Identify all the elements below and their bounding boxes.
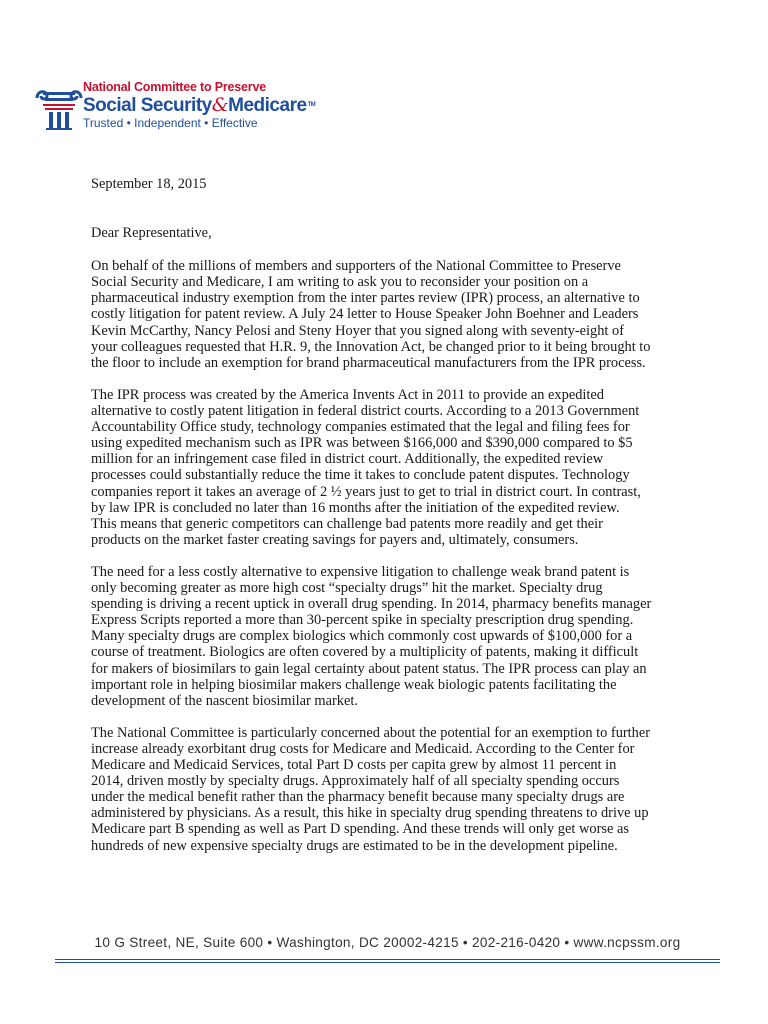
organization-name (83, 80, 353, 130)
org-name-medicare: Medicare (228, 95, 307, 116)
org-name-line1: National Committee to Preserve (83, 80, 266, 94)
org-tagline: Trusted • Independent • Effective (83, 116, 258, 130)
organization-logo (33, 80, 353, 136)
letter-greeting: Dear Representative, (91, 225, 212, 242)
paragraph-3: The need for a less costly alternative to expensive litigation to challenge weak brand patent is only becoming greater as more high cost “specialty drugs” hit the market. Specialty drug spending is driving a recent uptick in overall drug spending. In 2014, pharmacy benefits manager Express Scripts reported a more than 30-percent spike in specialty prescription drug spending. Many specialty drugs are complex biologics which commonly cost upwards of $100,000 for a course of treatment. Biologics are often covered by a multiplicity of patents, making it difficult for makers of biosimilars to gain legal certainty about patent status. The IPR process can play an important role in helping biosimilar makers challenge weak biologic patents facilitating the development of the nascent biosimilar market. (91, 563, 652, 709)
org-name-ampersand: & (211, 94, 229, 116)
letterhead-footer (55, 935, 720, 963)
org-name-line2 (83, 95, 353, 116)
letter-date: September 18, 2015 (91, 176, 207, 192)
paragraph-4: The National Committee is particularly concerned about the potential for an exemption to further increase already exorbitant drug costs for Medicare and Medicaid. According to the Center for Medicare and Medicaid Services, total Part D costs per capita grew by almost 11 percent in 2014, driven mostly by specialty drugs. Approximately half of all specialty spending occurs under the medical benefit rather than the pharmacy benefit because many specialty drugs are administered by physicians. As a result, this hike in specialty drug spending threatens to drive up Medicare part B spending as well as Part D spending. And these trends will only get worse as hundreds of new expensive specialty drugs are estimated to be in the development pipeline. (91, 724, 651, 854)
capitol-column-icon (33, 84, 85, 132)
paragraph-2: The IPR process was created by the America Invents Act in 2011 to provide an expedited alternative to costly patent litigation in federal district courts. According to a 2013 Government Accountability Office study, technology companies estimated that the legal and filing fees for using expedited mechanism such as IPR was between $166,000 and $390,000 compared to $5 million for an infringement case filed in district court. Additionally, the expedited review processes could substantially reduce the time it takes to conclude patent disputes. Technology companies report it takes an average of 2 ½ years just to get to trial in district court. In contrast, by law IPR is concluded no later than 16 months after the initiation of the expedited review. This means that generic competitors can challenge bad patents more readily and get their products on the market faster creating savings for payers and, ultimately, consumers. (91, 386, 641, 548)
trademark-mark: TM (307, 102, 316, 108)
letter-body (91, 176, 713, 870)
paragraph-1: On behalf of the millions of members and supporters of the National Committee to Preserve Social Security and Medicare, I am writing to ask you to reconsider your position on a pharmaceutical industry exemption from the inter partes review (IPR) process, an alternative to costly litigation for patent review. A July 24 letter to House Speaker John Boehner and Leaders Kevin McCarthy, Nancy Pelosi and Steny Hoyer that you signed along with seventy-eight of your colleagues requested that H.R. 9, the Innovation Act, be changed prior to it being brought to the floor to include an exemption for brand pharmaceutical manufacturers from the IPR process. (91, 258, 651, 371)
footer-divider-red (55, 959, 720, 960)
org-name-social-security: Social Security (83, 95, 212, 116)
footer-address: 10 G Street, NE, Suite 600 • Washington, DC 20002-4215 • 202-216-0420 • www.ncpssm.org (94, 935, 681, 950)
footer-divider-blue (55, 962, 720, 963)
